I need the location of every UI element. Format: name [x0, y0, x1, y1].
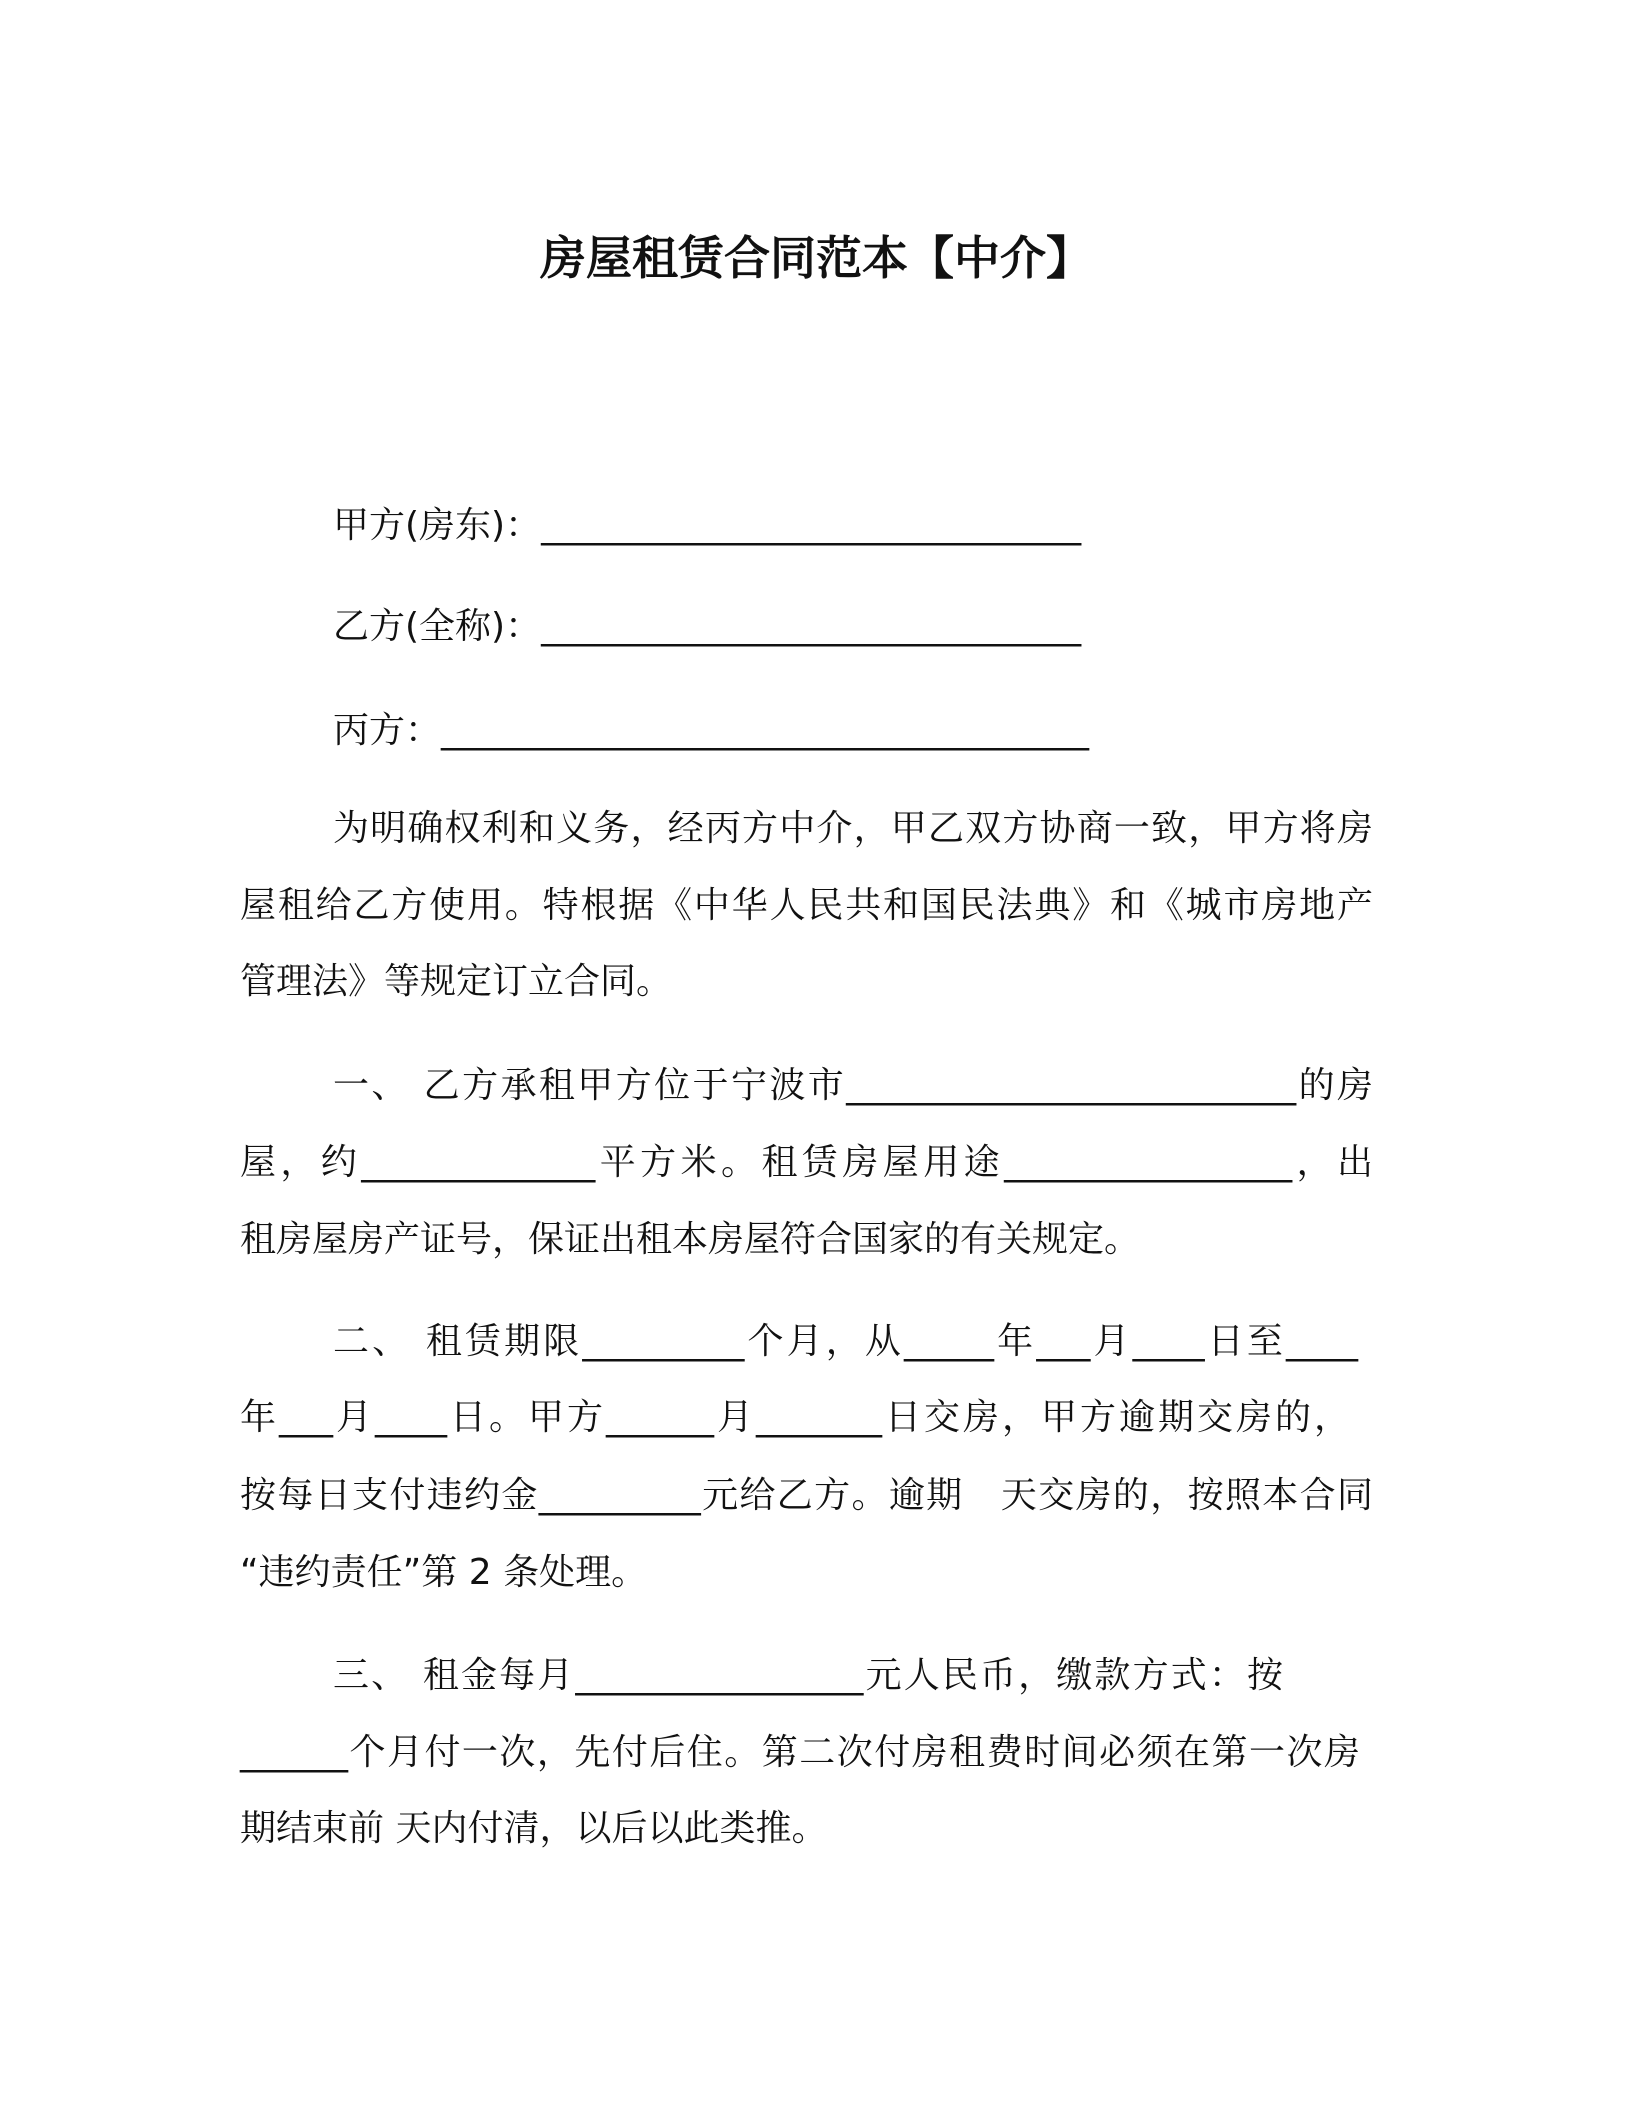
clause-3-line: ______个月付一次，先付后住。第二次付房租费时间必须在第一次房	[240, 1732, 1360, 1773]
clause-2-line: 年___月____日。甲方______月_______日交房，甲方逾期交房的，	[240, 1397, 1350, 1438]
clause-1-line: 屋，约_____________平方米。租赁房屋用途________________，出	[240, 1142, 1373, 1183]
party-b-field: 乙方(全称)：______________________________	[333, 606, 1082, 647]
intro-line: 为明确权利和义务，经丙方中介，甲乙双方协商一致，甲方将房	[333, 808, 1373, 849]
intro-line: 屋租给乙方使用。特根据《中华人民共和国民法典》和《城市房地产	[240, 885, 1373, 926]
clause-2-line: “违约责任”第 2 条处理。	[240, 1552, 648, 1593]
clause-1-line: 一、 乙方承租甲方位于宁波市_________________________的房	[333, 1065, 1373, 1106]
clause-2-line: 二、 租赁期限_________个月，从_____年___月____日至____	[333, 1321, 1358, 1362]
clause-1-line: 租房屋房产证号，保证出租本房屋符合国家的有关规定。	[240, 1219, 1141, 1260]
clause-3-line: 期结束前 天内付清，以后以此类推。	[240, 1808, 828, 1849]
party-c-field: 丙方：____________________________________	[333, 710, 1090, 751]
clause-2-line: 按每日支付违约金_________元给乙方。逾期 天交房的，按照本合同	[240, 1475, 1373, 1516]
party-a-field: 甲方(房东)：______________________________	[333, 505, 1082, 546]
clause-3-line: 三、 租金每月________________元人民币，缴款方式：按	[333, 1655, 1283, 1696]
intro-line: 管理法》等规定订立合同。	[240, 961, 673, 1002]
document-title: 房屋租赁合同范本【中介】	[540, 231, 1092, 285]
